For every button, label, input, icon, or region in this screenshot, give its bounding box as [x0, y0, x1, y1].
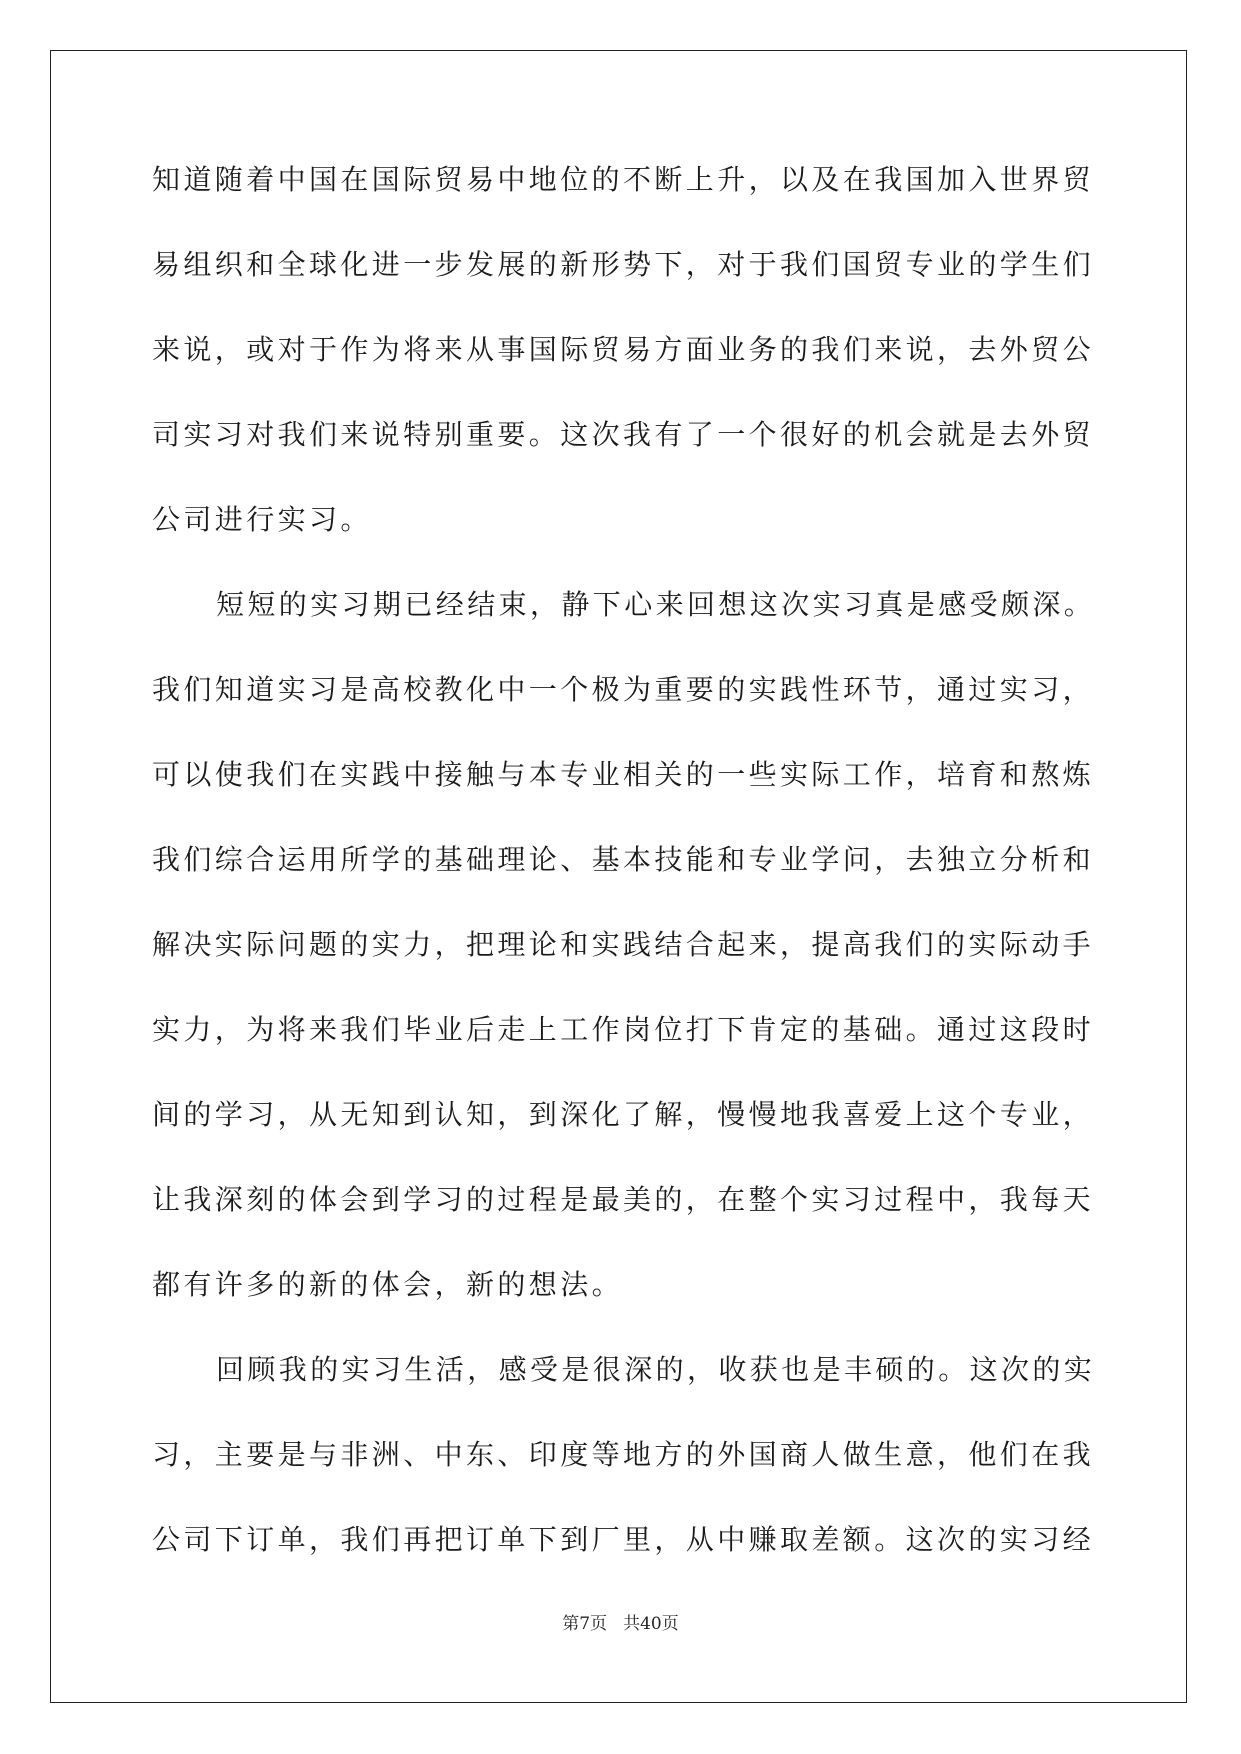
text-line: 我们综合运用所学的基础理论、基本技能和专业学问，去独立分析和 [152, 843, 1095, 876]
text-line: 间的学习，从无知到认知，到深化了解，慢慢地我喜爱上这个专业， [152, 1098, 1095, 1131]
page-number: 第7页 [562, 1614, 608, 1634]
text-line: 公司进行实习。 [152, 503, 372, 536]
text-line: 来说，或对于作为将来从事国际贸易方面业务的我们来说，去外贸公 [152, 333, 1095, 366]
page-total: 共40页 [623, 1614, 679, 1634]
paragraph-first-line: 回顾我的实习生活，感受是很深的，收获也是丰硕的。这次的实 [216, 1353, 1096, 1386]
text-line: 习，主要是与非洲、中东、印度等地方的外国商人做生意，他们在我 [152, 1438, 1095, 1471]
document-body [152, 160, 1096, 1605]
text-line: 知道随着中国在国际贸易中地位的不断上升，以及在我国加入世界贸 [152, 163, 1095, 196]
text-line: 都有许多的新的体会，新的想法。 [152, 1268, 624, 1301]
text-line: 我们知道实习是高校教化中一个极为重要的实践性环节，通过实习， [152, 673, 1095, 706]
text-line: 让我深刻的体会到学习的过程是最美的，在整个实习过程中，我每天 [152, 1183, 1095, 1216]
text-line: 实力，为将来我们毕业后走上工作岗位打下肯定的基础。通过这段时 [152, 1013, 1095, 1046]
text-line: 易组织和全球化进一步发展的新形势下，对于我们国贸专业的学生们 [152, 248, 1095, 281]
text-line: 司实习对我们来说特别重要。这次我有了一个很好的机会就是去外贸 [152, 418, 1095, 451]
page-footer [0, 1612, 1241, 1636]
text-line: 公司下订单，我们再把订单下到厂里，从中赚取差额。这次的实习经 [152, 1523, 1095, 1556]
paragraph-first-line: 短短的实习期已经结束，静下心来回想这次实习真是感受颇深。 [216, 588, 1096, 621]
text-line: 解决实际问题的实力，把理论和实践结合起来，提高我们的实际动手 [152, 928, 1095, 961]
text-line: 可以使我们在实践中接触与本专业相关的一些实际工作，培育和熬炼 [152, 758, 1095, 791]
